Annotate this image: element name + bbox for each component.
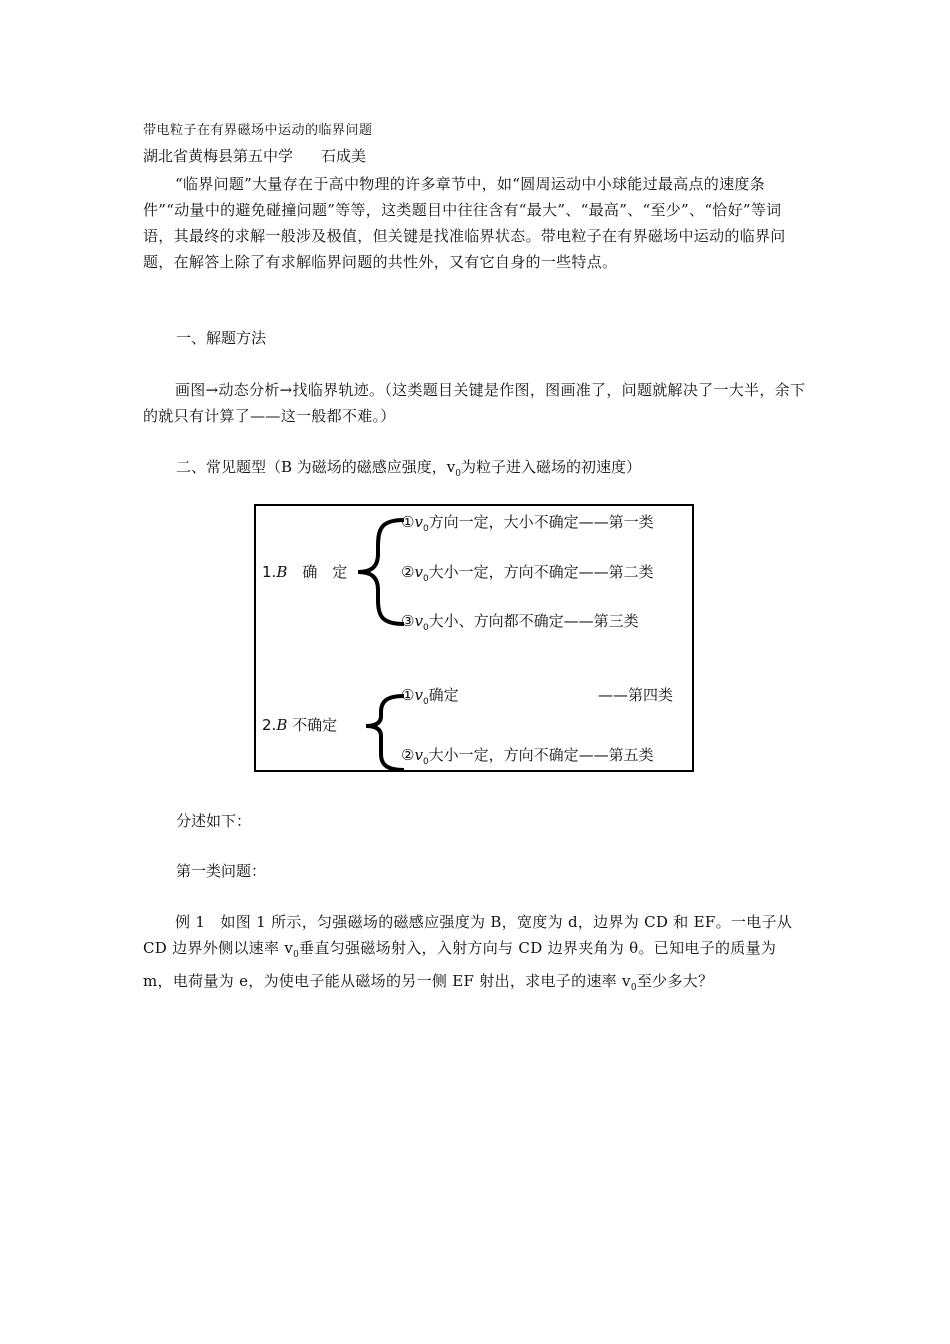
item-type3: $③v_0$大小、方向都不确定——第三类 xyxy=(401,612,639,633)
item-type4-class: ——第四类 xyxy=(598,686,674,704)
example1-paragraph: 例 1 如图 1 所示，匀强磁场的磁感应强度为 B，宽度为 d，边界为 CD 和 EF。一电子从 CD 边界外侧以速率 $v_0$垂直匀强磁场射入，入射方向与 CD 边界夹角为 θ。已知电子的质量为 m，电荷量为 e，为使电子能从磁场的另一侧 EF 射出，求电子的速率 $v_0$至少多大？ xyxy=(143,913,793,993)
section2-heading: 二、常见题型（B 为磁场的磁感应强度，$v_0$为粒子进入磁场的初速度） xyxy=(176,458,642,479)
author-line xyxy=(143,145,366,166)
brace-group1 xyxy=(358,520,404,624)
document-title: 带电粒子在有界磁场中运动的临界问题 xyxy=(143,123,373,138)
section1-heading: 一、解题方法 xyxy=(176,329,267,347)
problem-type-diagram xyxy=(254,504,694,772)
class1-heading: 第一类问题： xyxy=(176,862,267,880)
intro-paragraph: “临界问题”大量存在于高中物理的许多章节中，如“圆周运动中小球能过最高点的速度条件”“动量中的避免碰撞问题”等等，这类题目中往往含有“最大”、“最高”、“至少”、“恰好”等词语，其最终的求解一般涉及极值，但关键是找准临界状态。带电粒子在有界磁场中运动的临界问题，在解答上除了有求解临界问题的共性外，又有它自身的一些特点。 xyxy=(143,175,786,271)
item-type1: $①v_0$方向一定，大小不确定——第一类 xyxy=(401,513,654,534)
group2-label: 2.B 不确定 xyxy=(262,716,338,734)
sub-intro: 分述如下： xyxy=(176,812,252,830)
section1-paragraph: 画图→动态分析→找临界轨迹。（这类题目关键是作图，图画准了，问题就解决了一大半，余下的就只有计算了——这一般都不难。） xyxy=(143,381,806,425)
item-type5: $②v_0$大小一定，方向不确定——第五类 xyxy=(401,746,654,767)
item-type2: $②v_0$大小一定，方向不确定——第二类 xyxy=(401,563,654,584)
group1-label: 1.B 确 定 xyxy=(262,563,348,581)
author-name: 石成美 xyxy=(321,147,367,165)
author-school: 湖北省黄梅县第五中学 xyxy=(143,147,294,165)
brace-group2 xyxy=(366,696,404,770)
item-type4: $①v_0$确定 xyxy=(401,686,459,707)
